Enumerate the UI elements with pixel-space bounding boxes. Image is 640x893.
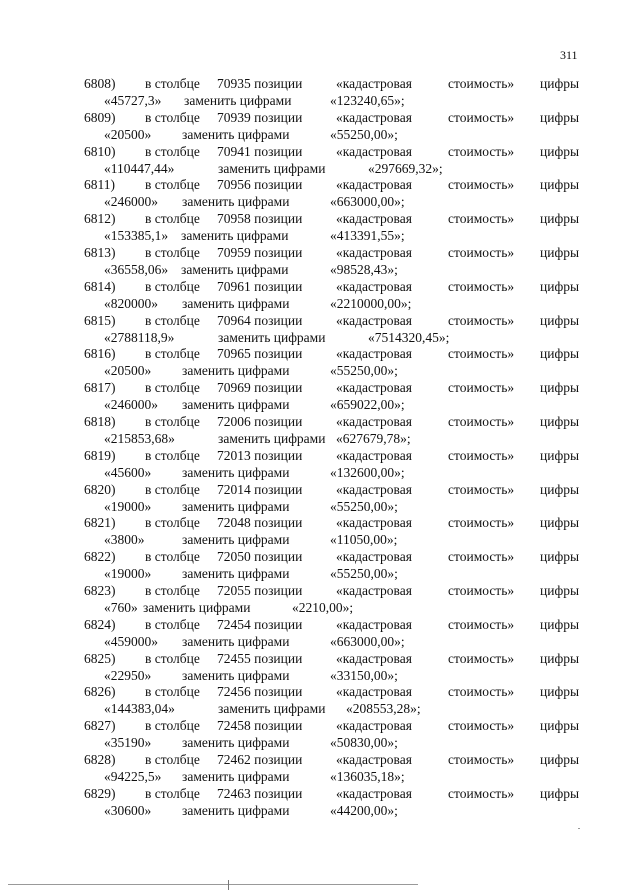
replace-phrase: заменить цифрами xyxy=(181,261,289,277)
position-phrase: 70935 позиции xyxy=(217,76,303,91)
replace-phrase: заменить цифрами xyxy=(182,802,290,818)
amendment-item xyxy=(0,751,640,785)
column-phrase: в столбце xyxy=(145,413,200,429)
footer-rule xyxy=(8,884,418,885)
new-value: «659022,00»; xyxy=(330,397,405,413)
new-value: «136035,18»; xyxy=(330,768,405,784)
digits-word: цифры xyxy=(540,413,580,429)
replace-phrase: заменить цифрами xyxy=(182,397,290,413)
digits-word: цифры xyxy=(540,76,580,91)
cadastral-word: «кадастровая xyxy=(336,211,412,227)
replace-phrase: заменить цифрами xyxy=(184,93,292,108)
value-word: стоимость» xyxy=(448,346,515,362)
amendment-item xyxy=(0,345,640,379)
column-phrase: в столбце xyxy=(145,785,200,801)
new-value: «55250,00»; xyxy=(330,498,398,514)
position-phrase: 70941 позиции xyxy=(217,143,303,159)
position-phrase: 70961 позиции xyxy=(217,278,303,294)
value-word: стоимость» xyxy=(448,211,515,227)
new-value: «132600,00»; xyxy=(330,464,405,480)
digits-word: цифры xyxy=(540,549,580,565)
position-phrase: 70939 позиции xyxy=(217,109,303,125)
column-phrase: в столбце xyxy=(145,616,200,632)
cadastral-word: «кадастровая xyxy=(336,413,412,429)
replace-phrase: заменить цифрами xyxy=(182,566,290,582)
replace-phrase: заменить цифрами xyxy=(182,667,290,683)
digits-word: цифры xyxy=(540,380,580,396)
column-phrase: в столбце xyxy=(145,278,200,294)
digits-word: цифры xyxy=(540,650,580,666)
amendment-item xyxy=(0,109,640,143)
position-phrase: 72048 позиции xyxy=(217,515,303,531)
value-word: стоимость» xyxy=(448,109,515,125)
old-value: «246000» xyxy=(104,397,158,413)
amendment-item xyxy=(0,514,640,548)
cadastral-word: «кадастровая xyxy=(336,549,412,565)
replace-phrase: заменить цифрами xyxy=(182,295,290,311)
position-phrase: 70956 позиции xyxy=(217,177,303,193)
replace-phrase: заменить цифрами xyxy=(218,701,326,717)
value-word: стоимость» xyxy=(448,380,515,396)
old-value: «94225,5» xyxy=(104,768,162,784)
cadastral-word: «кадастровая xyxy=(336,481,412,497)
amendment-item xyxy=(0,582,640,616)
old-value: «246000» xyxy=(104,194,158,210)
item-number: 6829) xyxy=(84,785,116,801)
new-value: «297669,32»; xyxy=(368,160,443,176)
column-phrase: в столбце xyxy=(145,346,200,362)
new-value: «663000,00»; xyxy=(330,633,405,649)
column-phrase: в столбце xyxy=(145,143,200,159)
value-word: стоимость» xyxy=(448,447,515,463)
page-number: 311 xyxy=(560,48,578,62)
position-phrase: 72462 позиции xyxy=(217,751,303,767)
value-word: стоимость» xyxy=(448,312,515,328)
column-phrase: в столбце xyxy=(145,244,200,260)
value-word: стоимость» xyxy=(448,143,515,159)
column-phrase: в столбце xyxy=(145,211,200,227)
cadastral-word: «кадастровая xyxy=(336,785,412,801)
amendment-item xyxy=(0,447,640,481)
digits-word: цифры xyxy=(540,312,580,328)
new-value: «123240,65»; xyxy=(330,93,405,108)
new-value: «55250,00»; xyxy=(330,126,398,142)
column-phrase: в столбце xyxy=(145,312,200,328)
replace-phrase: заменить цифрами xyxy=(182,194,290,210)
cadastral-word: «кадастровая xyxy=(336,515,412,531)
old-value: «215853,68» xyxy=(104,430,175,446)
cadastral-word: «кадастровая xyxy=(336,312,412,328)
amendment-item xyxy=(0,413,640,447)
old-value: «110447,44» xyxy=(104,160,175,176)
item-number: 6815) xyxy=(84,312,116,328)
amendment-item xyxy=(0,717,640,751)
amendment-item xyxy=(0,143,640,177)
position-phrase: 72458 позиции xyxy=(217,718,303,734)
item-number: 6822) xyxy=(84,549,116,565)
replace-phrase: заменить цифрами xyxy=(218,329,326,345)
amendment-item xyxy=(0,481,640,515)
column-phrase: в столбце xyxy=(145,684,200,700)
position-phrase: 72463 позиции xyxy=(217,785,303,801)
column-phrase: в столбце xyxy=(145,582,200,598)
position-phrase: 70959 позиции xyxy=(217,244,303,260)
item-number: 6820) xyxy=(84,481,116,497)
cadastral-word: «кадастровая xyxy=(336,616,412,632)
digits-word: цифры xyxy=(540,211,580,227)
column-phrase: в столбце xyxy=(145,718,200,734)
cadastral-word: «кадастровая xyxy=(336,582,412,598)
replace-phrase: заменить цифрами xyxy=(218,430,326,446)
new-value: «7514320,45»; xyxy=(368,329,450,345)
item-number: 6813) xyxy=(84,244,116,260)
replace-phrase: заменить цифрами xyxy=(218,160,326,176)
scan-speck xyxy=(578,828,580,829)
item-number: 6828) xyxy=(84,751,116,767)
item-number: 6816) xyxy=(84,346,116,362)
digits-word: цифры xyxy=(540,515,580,531)
digits-word: цифры xyxy=(540,109,580,125)
old-value: «20500» xyxy=(104,363,152,379)
amendment-item xyxy=(0,244,640,278)
item-number: 6817) xyxy=(84,380,116,396)
column-phrase: в столбце xyxy=(145,549,200,565)
cadastral-word: «кадастровая xyxy=(336,278,412,294)
replace-phrase: заменить цифрами xyxy=(181,228,289,244)
old-value: «35190» xyxy=(104,735,152,751)
replace-phrase: заменить цифрами xyxy=(182,126,290,142)
new-value: «44200,00»; xyxy=(330,802,398,818)
replace-phrase: заменить цифрами xyxy=(182,498,290,514)
column-phrase: в столбце xyxy=(145,76,200,91)
new-value: «413391,55»; xyxy=(330,228,405,244)
position-phrase: 72013 позиции xyxy=(217,447,303,463)
replace-phrase: заменить цифрами xyxy=(143,599,251,615)
footer-tick xyxy=(228,880,229,890)
old-value: «45600» xyxy=(104,464,152,480)
replace-phrase: заменить цифрами xyxy=(182,464,290,480)
position-phrase: 72055 позиции xyxy=(217,582,303,598)
column-phrase: в столбце xyxy=(145,650,200,666)
amendment-item xyxy=(0,210,640,244)
item-number: 6821) xyxy=(84,515,116,531)
new-value: «208553,28»; xyxy=(346,701,421,717)
digits-word: цифры xyxy=(540,616,580,632)
item-number: 6825) xyxy=(84,650,116,666)
digits-word: цифры xyxy=(540,684,580,700)
replace-phrase: заменить цифрами xyxy=(182,532,290,548)
position-phrase: 72006 позиции xyxy=(217,413,303,429)
cadastral-word: «кадастровая xyxy=(336,76,412,91)
old-value: «2788118,9» xyxy=(104,329,175,345)
new-value: «11050,00»; xyxy=(330,532,398,548)
value-word: стоимость» xyxy=(448,751,515,767)
value-word: стоимость» xyxy=(448,650,515,666)
position-phrase: 72050 позиции xyxy=(217,549,303,565)
amendment-item xyxy=(0,75,640,109)
value-word: стоимость» xyxy=(448,481,515,497)
old-value: «45727,3» xyxy=(104,93,162,108)
digits-word: цифры xyxy=(540,447,580,463)
value-word: стоимость» xyxy=(448,616,515,632)
value-word: стоимость» xyxy=(448,177,515,193)
item-number: 6819) xyxy=(84,447,116,463)
old-value: «820000» xyxy=(104,295,158,311)
value-word: стоимость» xyxy=(448,549,515,565)
value-word: стоимость» xyxy=(448,684,515,700)
new-value: «98528,43»; xyxy=(330,261,398,277)
digits-word: цифры xyxy=(540,143,580,159)
item-number: 6823) xyxy=(84,582,116,598)
digits-word: цифры xyxy=(540,278,580,294)
position-phrase: 72014 позиции xyxy=(217,481,303,497)
old-value: «760» xyxy=(104,599,138,615)
column-phrase: в столбце xyxy=(145,751,200,767)
old-value: «30600» xyxy=(104,802,152,818)
item-number: 6810) xyxy=(84,143,116,159)
cadastral-word: «кадастровая xyxy=(336,751,412,767)
new-value: «33150,00»; xyxy=(330,667,398,683)
cadastral-word: «кадастровая xyxy=(336,109,412,125)
value-word: стоимость» xyxy=(448,718,515,734)
value-word: стоимость» xyxy=(448,413,515,429)
amendment-item xyxy=(0,278,640,312)
digits-word: цифры xyxy=(540,718,580,734)
value-word: стоимость» xyxy=(448,278,515,294)
new-value: «55250,00»; xyxy=(330,363,398,379)
new-value: «55250,00»; xyxy=(330,566,398,582)
old-value: «22950» xyxy=(104,667,152,683)
value-word: стоимость» xyxy=(448,76,515,91)
position-phrase: 70964 позиции xyxy=(217,312,303,328)
cadastral-word: «кадастровая xyxy=(336,380,412,396)
position-phrase: 70969 позиции xyxy=(217,380,303,396)
amendment-list xyxy=(0,75,640,819)
old-value: «459000» xyxy=(104,633,158,649)
value-word: стоимость» xyxy=(448,244,515,260)
position-phrase: 72456 позиции xyxy=(217,684,303,700)
value-word: стоимость» xyxy=(448,515,515,531)
old-value: «20500» xyxy=(104,126,152,142)
column-phrase: в столбце xyxy=(145,515,200,531)
digits-word: цифры xyxy=(540,346,580,362)
value-word: стоимость» xyxy=(448,582,515,598)
column-phrase: в столбце xyxy=(145,447,200,463)
item-number: 6809) xyxy=(84,109,116,125)
amendment-item xyxy=(0,176,640,210)
old-value: «144383,04» xyxy=(104,701,175,717)
old-value: «3800» xyxy=(104,532,145,548)
position-phrase: 70958 позиции xyxy=(217,211,303,227)
amendment-item xyxy=(0,312,640,346)
replace-phrase: заменить цифрами xyxy=(182,363,290,379)
cadastral-word: «кадастровая xyxy=(336,177,412,193)
cadastral-word: «кадастровая xyxy=(336,650,412,666)
item-number: 6827) xyxy=(84,718,116,734)
value-word: стоимость» xyxy=(448,785,515,801)
old-value: «153385,1» xyxy=(104,228,169,244)
item-number: 6814) xyxy=(84,278,116,294)
replace-phrase: заменить цифрами xyxy=(182,633,290,649)
new-value: «627679,78»; xyxy=(336,430,411,446)
new-value: «663000,00»; xyxy=(330,194,405,210)
old-value: «36558,06» xyxy=(104,261,169,277)
column-phrase: в столбце xyxy=(145,481,200,497)
amendment-item xyxy=(0,785,640,819)
digits-word: цифры xyxy=(540,244,580,260)
item-number: 6812) xyxy=(84,211,116,227)
cadastral-word: «кадастровая xyxy=(336,244,412,260)
amendment-item xyxy=(0,650,640,684)
item-number: 6808) xyxy=(84,76,116,91)
cadastral-word: «кадастровая xyxy=(336,718,412,734)
cadastral-word: «кадастровая xyxy=(336,143,412,159)
column-phrase: в столбце xyxy=(145,109,200,125)
position-phrase: 72455 позиции xyxy=(217,650,303,666)
cadastral-word: «кадастровая xyxy=(336,346,412,362)
old-value: «19000» xyxy=(104,566,152,582)
amendment-item xyxy=(0,683,640,717)
cadastral-word: «кадастровая xyxy=(336,447,412,463)
item-number: 6824) xyxy=(84,616,116,632)
position-phrase: 72454 позиции xyxy=(217,616,303,632)
digits-word: цифры xyxy=(540,177,580,193)
amendment-item xyxy=(0,616,640,650)
item-number: 6811) xyxy=(84,177,115,193)
item-number: 6826) xyxy=(84,684,116,700)
replace-phrase: заменить цифрами xyxy=(182,735,290,751)
digits-word: цифры xyxy=(540,582,580,598)
digits-word: цифры xyxy=(540,751,580,767)
amendment-item xyxy=(0,548,640,582)
old-value: «19000» xyxy=(104,498,152,514)
cadastral-word: «кадастровая xyxy=(336,684,412,700)
new-value: «2210000,00»; xyxy=(330,295,412,311)
digits-word: цифры xyxy=(540,481,580,497)
replace-phrase: заменить цифрами xyxy=(182,768,290,784)
amendment-item xyxy=(0,379,640,413)
position-phrase: 70965 позиции xyxy=(217,346,303,362)
new-value: «50830,00»; xyxy=(330,735,398,751)
column-phrase: в столбце xyxy=(145,380,200,396)
item-number: 6818) xyxy=(84,413,116,429)
digits-word: цифры xyxy=(540,785,580,801)
new-value: «2210,00»; xyxy=(292,599,354,615)
column-phrase: в столбце xyxy=(145,177,200,193)
